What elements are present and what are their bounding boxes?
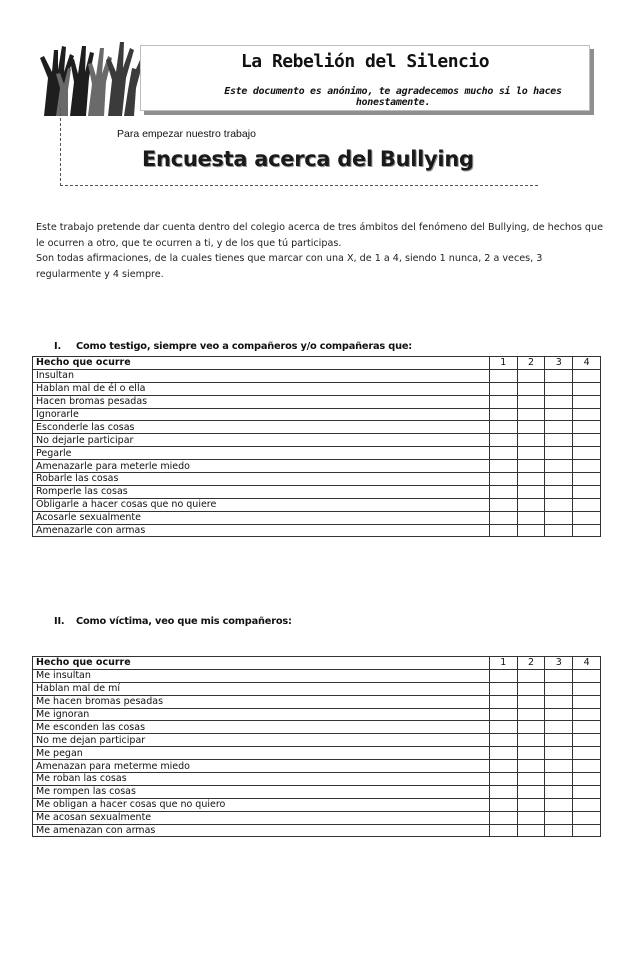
answer-cell-2[interactable]: [517, 708, 545, 721]
row-label: Me acosan sexualmente: [33, 811, 490, 824]
answer-cell-1[interactable]: [489, 524, 517, 537]
answer-cell-1[interactable]: [489, 708, 517, 721]
table-row: [33, 447, 601, 460]
answer-cell-3[interactable]: [545, 682, 573, 695]
answer-cell-3[interactable]: [545, 760, 573, 773]
column-header-option-2: 2: [517, 657, 545, 670]
answer-cell-2[interactable]: [517, 760, 545, 773]
row-label: Amenazarle para meterle miedo: [33, 460, 490, 473]
answer-cell-4[interactable]: [573, 511, 601, 524]
answer-cell-3[interactable]: [545, 498, 573, 511]
answer-cell-1[interactable]: [489, 421, 517, 434]
column-header-option-1: 1: [489, 357, 517, 370]
answer-cell-1[interactable]: [489, 473, 517, 486]
answer-cell-3[interactable]: [545, 382, 573, 395]
row-label: Amenazan para meterme miedo: [33, 760, 490, 773]
answer-cell-2[interactable]: [517, 408, 545, 421]
answer-cell-1[interactable]: [489, 760, 517, 773]
table-row: [33, 408, 601, 421]
table-row: [33, 473, 601, 486]
table-row: [33, 798, 601, 811]
answer-cell-3[interactable]: [545, 408, 573, 421]
row-label: Me obligan a hacer cosas que no quiero: [33, 798, 490, 811]
row-label: Obligarle a hacer cosas que no quiere: [33, 498, 490, 511]
section-2-table: [32, 656, 601, 837]
table-row: [33, 721, 601, 734]
raised-hands-logo: [36, 38, 144, 116]
answer-cell-3[interactable]: [545, 734, 573, 747]
answer-cell-3[interactable]: [545, 395, 573, 408]
answer-cell-2[interactable]: [517, 695, 545, 708]
row-label: Me insultan: [33, 669, 490, 682]
table-row: [33, 421, 601, 434]
section-2-number: II.: [54, 616, 65, 627]
answer-cell-4[interactable]: [573, 382, 601, 395]
answer-cell-1[interactable]: [489, 460, 517, 473]
answer-cell-3[interactable]: [545, 434, 573, 447]
table-row: [33, 760, 601, 773]
answer-cell-2[interactable]: [517, 511, 545, 524]
row-label: Esconderle las cosas: [33, 421, 490, 434]
table-header-row: [33, 657, 601, 670]
column-header-option-4: 4: [573, 357, 601, 370]
answer-cell-1[interactable]: [489, 498, 517, 511]
row-label: Insultan: [33, 369, 490, 382]
answer-cell-2[interactable]: [517, 485, 545, 498]
answer-cell-4[interactable]: [573, 682, 601, 695]
row-label: Hablan mal de él o ella: [33, 382, 490, 395]
answer-cell-1[interactable]: [489, 434, 517, 447]
column-header-hecho: Hecho que ocurre: [33, 357, 490, 370]
answer-cell-3[interactable]: [545, 369, 573, 382]
table-row: [33, 682, 601, 695]
row-label: Pegarle: [33, 447, 490, 460]
table-row: [33, 498, 601, 511]
section-2-table-body: [33, 657, 601, 837]
row-label: Me ignoran: [33, 708, 490, 721]
answer-cell-2[interactable]: [517, 395, 545, 408]
column-header-option-1: 1: [489, 657, 517, 670]
answer-cell-4[interactable]: [573, 498, 601, 511]
answer-cell-4[interactable]: [573, 773, 601, 786]
column-header-option-4: 4: [573, 657, 601, 670]
table-row: [33, 395, 601, 408]
table-row: [33, 434, 601, 447]
answer-cell-1[interactable]: [489, 447, 517, 460]
answer-cell-3[interactable]: [545, 747, 573, 760]
row-label: Romperle las cosas: [33, 485, 490, 498]
answer-cell-4[interactable]: [573, 695, 601, 708]
answer-cell-1[interactable]: [489, 721, 517, 734]
section-1-number: I.: [54, 341, 61, 352]
answer-cell-1[interactable]: [489, 785, 517, 798]
answer-cell-1[interactable]: [489, 695, 517, 708]
row-label: Me roban las cosas: [33, 773, 490, 786]
answer-cell-4[interactable]: [573, 460, 601, 473]
answer-cell-4[interactable]: [573, 721, 601, 734]
table-row: [33, 785, 601, 798]
table-row: [33, 695, 601, 708]
row-label: Robarle las cosas: [33, 473, 490, 486]
column-header-option-3: 3: [545, 357, 573, 370]
answer-cell-4[interactable]: [573, 760, 601, 773]
table-row: [33, 485, 601, 498]
answer-cell-2[interactable]: [517, 773, 545, 786]
header-banner: [140, 45, 590, 111]
answer-cell-2[interactable]: [517, 460, 545, 473]
table-row: [33, 747, 601, 760]
table-row: [33, 773, 601, 786]
section-1-table: [32, 356, 601, 537]
answer-cell-2[interactable]: [517, 747, 545, 760]
row-label: No me dejan participar: [33, 734, 490, 747]
answer-cell-3[interactable]: [545, 460, 573, 473]
answer-cell-3[interactable]: [545, 798, 573, 811]
table-row: [33, 669, 601, 682]
dashed-border-bottom: [60, 185, 538, 186]
answer-cell-4[interactable]: [573, 447, 601, 460]
answer-cell-2[interactable]: [517, 434, 545, 447]
answer-cell-1[interactable]: [489, 511, 517, 524]
answer-cell-1[interactable]: [489, 824, 517, 837]
answer-cell-4[interactable]: [573, 747, 601, 760]
answer-cell-3[interactable]: [545, 511, 573, 524]
answer-cell-3[interactable]: [545, 785, 573, 798]
answer-cell-4[interactable]: [573, 824, 601, 837]
row-label: Me amenazan con armas: [33, 824, 490, 837]
row-label: No dejarle participar: [33, 434, 490, 447]
answer-cell-2[interactable]: [517, 811, 545, 824]
answer-cell-4[interactable]: [573, 408, 601, 421]
row-label: Me rompen las cosas: [33, 785, 490, 798]
answer-cell-4[interactable]: [573, 369, 601, 382]
column-header-option-3: 3: [545, 657, 573, 670]
row-label: Amenazarle con armas: [33, 524, 490, 537]
table-row: [33, 708, 601, 721]
answer-cell-2[interactable]: [517, 669, 545, 682]
answer-cell-2[interactable]: [517, 824, 545, 837]
answer-cell-2[interactable]: [517, 447, 545, 460]
answer-cell-2[interactable]: [517, 473, 545, 486]
answer-cell-2[interactable]: [517, 382, 545, 395]
answer-cell-4[interactable]: [573, 708, 601, 721]
table-row: [33, 524, 601, 537]
row-label: Hacen bromas pesadas: [33, 395, 490, 408]
answer-cell-1[interactable]: [489, 773, 517, 786]
answer-cell-4[interactable]: [573, 811, 601, 824]
table-row: [33, 511, 601, 524]
intro-caption: Para empezar nuestro trabajo: [117, 128, 256, 140]
banner-subtitle: Este documento es anónimo, te agradecemos mucho si lo haces honestamente.: [224, 86, 562, 108]
answer-cell-3[interactable]: [545, 773, 573, 786]
answer-cell-1[interactable]: [489, 369, 517, 382]
answer-cell-3[interactable]: [545, 669, 573, 682]
section-2-title: Como víctima, veo que mis compañeros:: [76, 616, 292, 627]
answer-cell-1[interactable]: [489, 811, 517, 824]
column-header-hecho: Hecho que ocurre: [33, 657, 490, 670]
column-header-option-2: 2: [517, 357, 545, 370]
answer-cell-1[interactable]: [489, 669, 517, 682]
answer-cell-2[interactable]: [517, 421, 545, 434]
answer-cell-1[interactable]: [489, 682, 517, 695]
answer-cell-4[interactable]: [573, 734, 601, 747]
intro-paragraph-1: Este trabajo pretende dar cuenta dentro del colegio acerca de tres ámbitos del fenómeno del Bullying, de hechos que le ocurren a otro, que te ocurren a ti, y de los que tú participas.: [36, 222, 604, 249]
answer-cell-3[interactable]: [545, 447, 573, 460]
section-1-heading: [54, 341, 412, 352]
answer-cell-4[interactable]: [573, 473, 601, 486]
row-label: Me esconden las cosas: [33, 721, 490, 734]
answer-cell-3[interactable]: [545, 421, 573, 434]
answer-cell-1[interactable]: [489, 747, 517, 760]
row-label: Me pegan: [33, 747, 490, 760]
answer-cell-4[interactable]: [573, 395, 601, 408]
answer-cell-1[interactable]: [489, 408, 517, 421]
answer-cell-2[interactable]: [517, 721, 545, 734]
answer-cell-3[interactable]: [545, 721, 573, 734]
answer-cell-2[interactable]: [517, 798, 545, 811]
table-header-row: [33, 357, 601, 370]
intro-paragraph-2: Son todas afirmaciones, de la cuales tienes que marcar con una X, de 1 a 4, siendo 1 nunca, 2 a veces, 3 regularmente y 4 siempre.: [36, 253, 543, 280]
answer-cell-2[interactable]: [517, 785, 545, 798]
answer-cell-1[interactable]: [489, 395, 517, 408]
answer-cell-4[interactable]: [573, 485, 601, 498]
answer-cell-4[interactable]: [573, 669, 601, 682]
answer-cell-4[interactable]: [573, 434, 601, 447]
answer-cell-1[interactable]: [489, 382, 517, 395]
answer-cell-4[interactable]: [573, 421, 601, 434]
answer-cell-2[interactable]: [517, 524, 545, 537]
banner-title: La Rebelión del Silencio: [240, 51, 490, 72]
table-row: [33, 460, 601, 473]
answer-cell-3[interactable]: [545, 811, 573, 824]
answer-cell-2[interactable]: [517, 369, 545, 382]
answer-cell-2[interactable]: [517, 682, 545, 695]
answer-cell-4[interactable]: [573, 524, 601, 537]
answer-cell-3[interactable]: [545, 473, 573, 486]
table-row: [33, 824, 601, 837]
row-label: Hablan mal de mí: [33, 682, 490, 695]
answer-cell-1[interactable]: [489, 485, 517, 498]
answer-cell-1[interactable]: [489, 798, 517, 811]
answer-cell-3[interactable]: [545, 824, 573, 837]
section-2-heading: [54, 616, 292, 627]
answer-cell-1[interactable]: [489, 734, 517, 747]
answer-cell-4[interactable]: [573, 798, 601, 811]
answer-cell-3[interactable]: [545, 485, 573, 498]
section-1-table-body: [33, 357, 601, 537]
answer-cell-2[interactable]: [517, 498, 545, 511]
row-label: Acosarle sexualmente: [33, 511, 490, 524]
answer-cell-3[interactable]: [545, 708, 573, 721]
answer-cell-4[interactable]: [573, 785, 601, 798]
table-row: [33, 811, 601, 824]
answer-cell-3[interactable]: [545, 695, 573, 708]
answer-cell-3[interactable]: [545, 524, 573, 537]
section-1-title: Como testigo, siempre veo a compañeros y/o compañeras que:: [76, 341, 413, 352]
answer-cell-2[interactable]: [517, 734, 545, 747]
table-row: [33, 382, 601, 395]
table-row: [33, 369, 601, 382]
page-title: Encuesta acerca del Bullying: [142, 147, 474, 171]
table-row: [33, 734, 601, 747]
row-label: Me hacen bromas pesadas: [33, 695, 490, 708]
dashed-border-left: [60, 108, 61, 186]
row-label: Ignorarle: [33, 408, 490, 421]
